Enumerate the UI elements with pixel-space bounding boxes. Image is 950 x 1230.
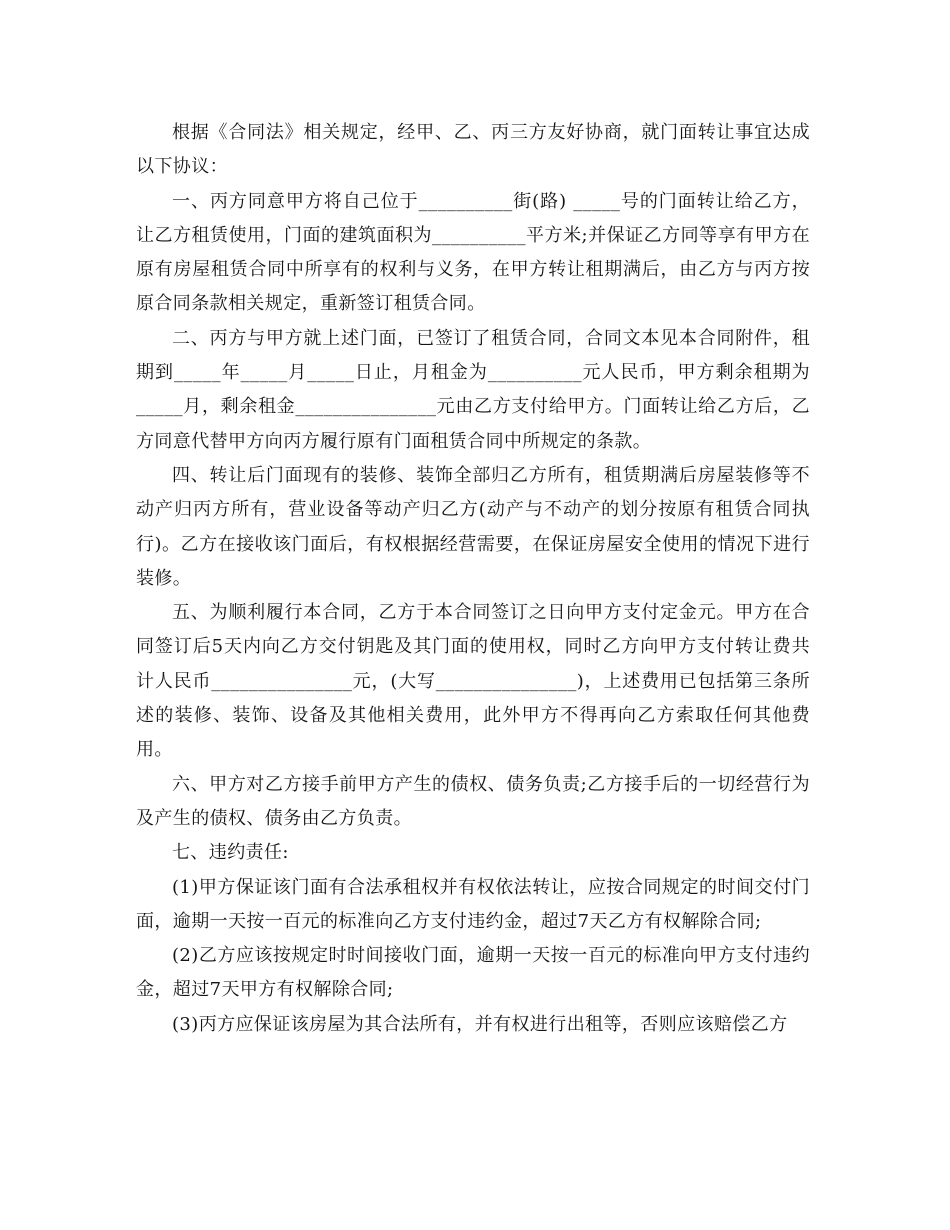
paragraph-clause-7-item-2: (2)乙方应该按规定时时间接收门面，逾期一天按一百元的标准向甲方支付违约金，超过7天甲方有权解除合同; [136, 945, 810, 1001]
paragraph-clause-5: 五、为顺利履行本合同，乙方于本合同签订之日向甲方支付定金元。甲方在合同签订后5天内向乙方交付钥匙及其门面的使用权，同时乙方向甲方支付转让费共计人民币_______________元，(大写_______________)，上述费用已包括第三条所述的装修、装饰、设备及其他相关费用，此外甲方不得再向乙方索取任何其他费用。 [136, 602, 810, 761]
paragraph-clause-4: 四、转让后门面现有的装修、装饰全部归乙方所有，租赁期满后房屋装修等不动产归丙方所有，营业设备等动产归乙方(动产与不动产的划分按原有租赁合同执行)。乙方在接收该门面后，有权根据经营需要，在保证房屋安全使用的情况下进行装修。 [136, 464, 810, 589]
paragraph-clause-6: 六、甲方对乙方接手前甲方产生的债权、债务负责;乙方接手后的一切经营行为及产生的债权、债务由乙方负责。 [136, 773, 810, 829]
paragraph-clause-7-item-1: (1)甲方保证该门面有合法承租权并有权依法转让，应按合同规定的时间交付门面，逾期一天按一百元的标准向乙方支付违约金，超过7天乙方有权解除合同; [136, 876, 810, 932]
paragraph-clause-2: 二、丙方与甲方就上述门面，已签订了租赁合同，合同文本见本合同附件，租期到_____年_____月_____日止，月租金为__________元人民币，甲方剩余租期为_____月，剩余租金_______________元由乙方支付给甲方。门面转让给乙方后，乙方同意代替甲方向丙方履行原有门面租赁合同中所规定的条款。 [136, 327, 810, 452]
paragraph-clause-7-heading: 七、违约责任: [172, 842, 289, 864]
paragraph-clause-1: 一、丙方同意甲方将自己位于__________街(路) _____号的门面转让给乙方，让乙方租赁使用，门面的建筑面积为__________平方米;并保证乙方同等享有甲方在原有房屋租赁合同中所享有的权利与义务，在甲方转让租期满后，由乙方与丙方按原合同条款相关规定，重新签订租赁合同。 [136, 190, 810, 315]
paragraph-intro: 根据《合同法》相关规定，经甲、乙、丙三方友好协商，就门面转让事宜达成以下协议： [136, 122, 810, 178]
paragraph-clause-7-item-3: (3)丙方应保证该房屋为其合法所有，并有权进行出租等，否则应该赔偿乙方 [172, 1013, 788, 1035]
document-body [136, 116, 810, 1042]
